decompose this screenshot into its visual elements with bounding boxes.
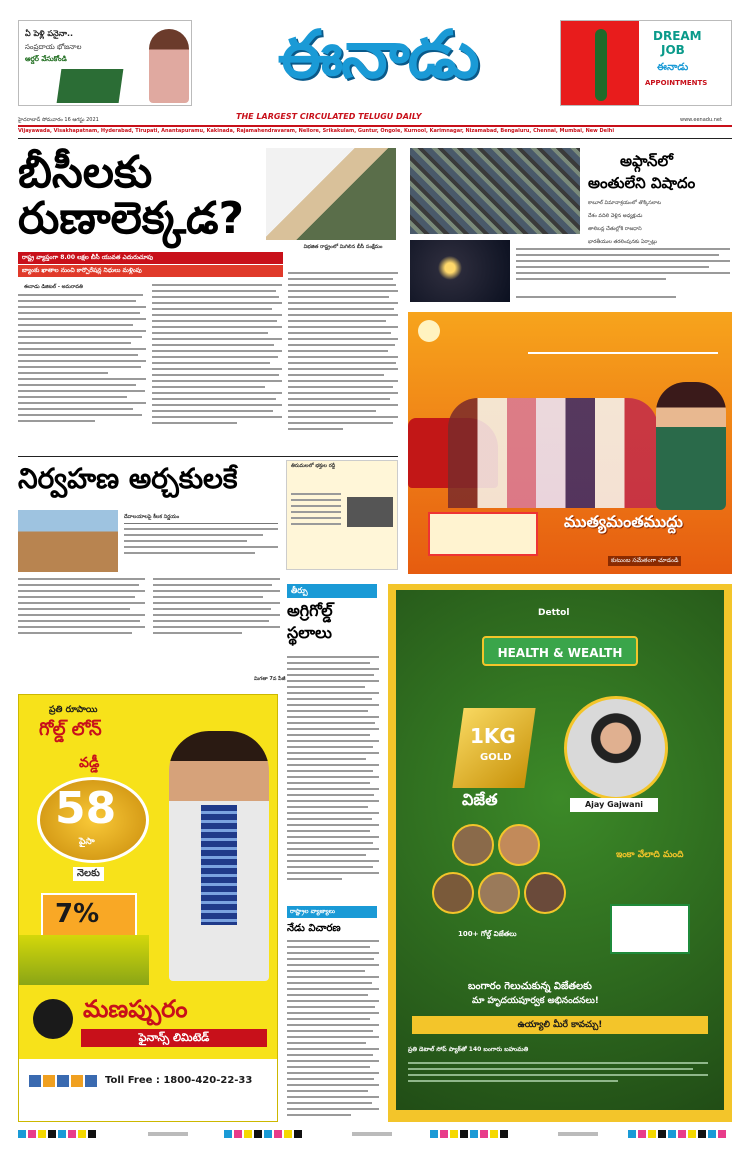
dettol-msg1: బంగారం గెలుచుకున్న విజేతలకు — [468, 981, 592, 992]
gold-loan-badges — [29, 1075, 99, 1087]
dettol-winner-bubble — [498, 824, 540, 866]
dettol-msg2: మా హృదయపూర్వక అభినందనలు! — [472, 996, 599, 1006]
gold-loan-rate: 58 — [55, 783, 117, 834]
top-left-ad-woman — [149, 29, 189, 103]
reg-dots-2 — [224, 1130, 304, 1138]
reg-bar-1 — [148, 1132, 188, 1136]
dettol-prize: 1KG — [470, 724, 516, 748]
top-right-ad-title2: JOB — [661, 43, 685, 57]
jewellery-ad-title: ముత్యమంతముద్దు — [564, 512, 683, 531]
jewellery-ad[interactable] — [408, 312, 732, 574]
gold-loan-tollfree[interactable]: Toll Free : 1800-420-22-33 — [105, 1075, 253, 1086]
second-body — [18, 578, 280, 680]
afghan-bullet: తాలిబన్ల చేతుల్లోకి రాజధాని — [588, 226, 642, 232]
gold-loan-per: నెలకు — [73, 867, 104, 881]
masthead-tagline: THE LARGEST CIRCULATED TELUGU DAILY — [236, 112, 422, 121]
jewellery-ad-logo — [418, 320, 440, 342]
reg-dots-4 — [628, 1130, 728, 1138]
lead-divider — [18, 456, 398, 457]
dettol-gold-bar — [452, 708, 535, 788]
dettol-winner-bubble — [478, 872, 520, 914]
lead-headline[interactable]: బీసీలకు రుణాలెక్కడ? — [18, 147, 245, 244]
agrigold-box-kicker: రాష్ట్రాల వ్యాజ్యాలు — [287, 906, 377, 918]
dettol-fineprint — [408, 1062, 708, 1102]
afghan-bullet: భారతీయుల తరలింపునకు ఏర్పాట్లు — [588, 239, 657, 245]
dettol-prize-sub: GOLD — [480, 752, 512, 763]
gold-loan-shirt — [201, 805, 237, 925]
lead-red-strap-1: రాష్ట్ర వ్యాప్తంగా 8.00 లక్షల బీసీ యువత ఎదురుచూపు — [18, 252, 283, 264]
afghan-bullet: కాబూల్ విమానాశ్రయంలో తొక్కిసలాట — [588, 200, 661, 206]
temple-photo — [18, 510, 118, 572]
top-right-ad[interactable] — [560, 20, 732, 106]
tirumala-graphic — [347, 497, 393, 527]
gold-loan-ad[interactable] — [18, 694, 278, 1122]
dettol-brand: Dettol — [538, 608, 570, 618]
lead-red-strap-2: బ్యాంకు ఖాతాల నుంచి కార్పొరేషన్ల నిధులు మళ్లింపు — [18, 265, 283, 277]
afghan-bullet: దేశం వదిలి వెళ్లిన అధ్యక్షుడు — [588, 213, 643, 219]
dettol-more-winners: ఇంకా వేలాది మంది — [616, 850, 684, 860]
dettol-soap-pack — [610, 904, 690, 954]
editions-rule — [18, 138, 732, 139]
top-right-ad-brand: ఈనాడు — [657, 62, 689, 73]
top-right-ad-sub: APPOINTMENTS — [645, 79, 708, 87]
gold-loan-percent: 7% — [55, 899, 100, 929]
dettol-cta: ఉయ్యాలి మీరే కావచ్చు! — [412, 1016, 708, 1034]
top-right-ad-title1: DREAM — [653, 29, 702, 43]
lead-body-col2 — [152, 284, 282, 444]
dettol-footer: ప్రతి డెటాల్ సోప్ ప్యాక్‌తో 140 బంగారు బహుమతి — [408, 1046, 529, 1053]
dettol-ad[interactable] — [388, 584, 732, 1122]
lead-body-col1 — [18, 294, 146, 444]
manappuram-sub: ఫైనాన్స్ లిమిటెడ్ — [81, 1029, 267, 1047]
jewellery-ad-family — [448, 398, 658, 508]
afghan-headline-2[interactable]: అంతులేని విషాదం — [588, 174, 696, 192]
manappuram-brand: మణప్పురం — [83, 995, 188, 1023]
top-right-ad-figure — [595, 29, 607, 101]
dettol-winner-photo — [564, 696, 668, 800]
dettol-big: 100+ గోల్డ్ విజేతలు — [458, 930, 517, 938]
afghan-photo-crowd — [410, 148, 580, 234]
jewellery-ad-tag: కుటుంబ సమేతంగా చూడండి — [608, 556, 681, 566]
dettol-winner-bubble — [432, 872, 474, 914]
dettol-winner-name: Ajay Gajwani — [570, 798, 658, 812]
tirumala-title: తిరుమలలో భక్తుల రద్దీ — [291, 463, 336, 469]
reg-dots-3 — [430, 1130, 510, 1138]
second-strap: దేవాలయాలపై కీలక నిర్ణయం — [124, 514, 278, 524]
jewellery-ad-woman — [656, 382, 726, 510]
gold-loan-title-small: ప్రతి రూపాయి — [49, 705, 98, 715]
agrigold-body — [287, 656, 379, 902]
dettol-banner: HEALTH & WEALTH — [482, 636, 638, 666]
gold-loan-field — [19, 935, 149, 985]
dateline: హైదరాబాద్ సోమవారం 16 ఆగస్టు 2021 — [18, 117, 99, 123]
second-headline[interactable]: నిర్వహణ అర్చకులకే — [18, 462, 238, 495]
agrigold-headline[interactable]: అగ్రిగోల్డ్ స్థలాలు — [287, 601, 333, 642]
lead-byline: ఈనాడు డిజిటల్ - అమరావతి — [24, 284, 83, 290]
afghan-body — [516, 248, 730, 298]
gold-loan-title: గోల్డ్ లోన్ — [39, 719, 102, 740]
top-left-ad-text3: ఆర్డర్‌ వేసుకోండి — [25, 55, 67, 63]
dettol-winner-bubble — [524, 872, 566, 914]
second-signoff[interactable]: మిగతా 7వ పేజీ — [254, 676, 286, 682]
afghan-bullets — [588, 200, 728, 246]
afghan-headline-1[interactable]: అఫ్గాన్‌లో — [620, 152, 673, 170]
lead-photo-caption: విభజిత రాష్ట్రంలో మిగిలిన బీసీ సంక్షేమం — [303, 244, 383, 250]
top-left-ad-text1: ఏ పెళ్లి పనైనా.. — [25, 29, 74, 38]
gold-loan-paise: పైసా — [79, 837, 95, 847]
agrigold-box-body — [287, 940, 379, 1120]
manappuram-logo-icon — [33, 999, 73, 1039]
editions-line: Vijayawada, Visakhapatnam, Hyderabad, Tirupati, Anantapuramu, Kakinada, Rajamahendravaram, Nellore, Srikakulam, Guntur, Ongole, Kurnool, Karimnagar, Nizamabad, Bengaluru, Chennai, Mumbai, New Delhi — [18, 128, 615, 134]
color-registration-strip — [18, 1128, 732, 1142]
gold-loan-interest-label: వడ్డీ — [79, 755, 100, 771]
reg-dots-1 — [18, 1130, 98, 1138]
afghan-footnote — [516, 296, 676, 302]
agrigold-box-headline[interactable]: నేడు విచారణ — [287, 923, 341, 934]
dettol-winner-bubble — [452, 824, 494, 866]
reg-bar-2 — [352, 1132, 392, 1136]
website[interactable]: www.eenadu.net — [680, 117, 722, 123]
top-left-ad-text2: సంప్రదాయ భోజనాల — [25, 43, 82, 51]
masthead-rule — [18, 125, 732, 127]
afghan-photo-night — [410, 240, 510, 302]
jewellery-ad-banner — [428, 512, 538, 556]
tirumala-body — [291, 493, 341, 563]
masthead-logo[interactable]: ఈనాడు — [277, 16, 478, 93]
dettol-winner-label: విజేత — [462, 790, 498, 809]
top-left-ad-laptop — [57, 69, 124, 103]
lead-photo — [266, 148, 396, 240]
top-left-ad[interactable] — [18, 20, 192, 106]
jewellery-ad-topline — [528, 336, 718, 354]
second-strap-lines — [124, 528, 278, 568]
reg-bar-3 — [558, 1132, 598, 1136]
tirumala-box[interactable] — [286, 460, 398, 570]
agrigold-kicker: తీర్పు — [287, 584, 377, 598]
lead-body-col3 — [288, 272, 398, 444]
gold-loan-footer — [19, 1059, 278, 1122]
